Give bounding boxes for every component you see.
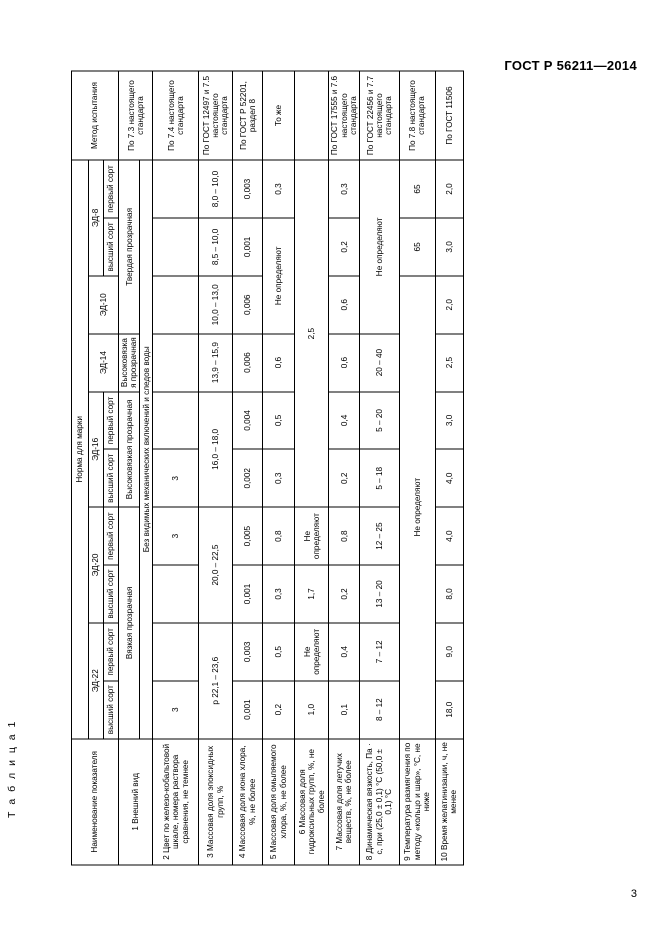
header-brand-ed10: ЭД-10	[88, 276, 118, 334]
header-grade-ed22-first: первый сорт	[103, 623, 118, 681]
cell-vol-ed8-high: 0,2	[328, 218, 359, 276]
header-grade-ed20-high: высший сорт	[103, 565, 118, 623]
cell-color-ed8-high	[152, 218, 198, 276]
cell-sapcl-ed20-first: 0,8	[262, 507, 294, 565]
header-grade-ed8-first: первый сорт	[103, 160, 118, 218]
cell-color-ed20-first: 3	[152, 507, 198, 565]
cell-oh-ed22-first: Не определяют	[294, 623, 328, 681]
cell-appearance-band-note: Без видимых механических включений и следов воды	[139, 160, 152, 739]
cell-epoxy-ed16: 16,0 – 18,0	[198, 392, 232, 508]
cell-color-ed8-first	[152, 160, 198, 218]
cell-cl-ed22-high: 0,001	[232, 681, 262, 739]
header-brand-ed20: ЭД-20	[88, 507, 103, 623]
header-brand-ed16: ЭД-16	[88, 392, 103, 508]
cell-cl-ed20-first: 0,005	[232, 507, 262, 565]
header-method-column: Метод испытания	[71, 71, 118, 160]
cell-epoxy-ed10: 10,0 – 13,0	[198, 276, 232, 334]
cell-cl-ed20-high: 0,001	[232, 565, 262, 623]
cell-vol-ed20-first: 0,8	[328, 507, 359, 565]
table-caption: Т а б л и ц а 1	[6, 719, 18, 818]
cell-vol-ed22-high: 0,1	[328, 681, 359, 739]
cell-cl-ed8-first: 0,003	[232, 160, 262, 218]
cell-method-color: По 7.4 настоящего стандарта	[152, 71, 198, 160]
header-norm-group: Норма для марки	[71, 160, 88, 739]
cell-cl-ed16-high: 0,002	[232, 449, 262, 507]
header-grade-ed22-high: высший сорт	[103, 681, 118, 739]
cell-vol-ed8-first: 0,3	[328, 160, 359, 218]
cell-appearance-ed16: Высоковязкая прозрачная	[118, 392, 139, 508]
cell-sapcl-ed16-high: 0,3	[262, 449, 294, 507]
cell-gel-ed16-high: 4,0	[435, 449, 463, 507]
cell-vol-ed16-first: 0,4	[328, 392, 359, 450]
cell-epoxy-ed8-first: 8,0 – 10,0	[198, 160, 232, 218]
cell-sapcl-ed20-high: 0,3	[262, 565, 294, 623]
row-param-viscosity: 8 Динамическая вязкость, Па · с, при (25,0 ± 0,1) °С (50,0 ± 0,1) °С	[359, 739, 399, 865]
cell-oh-ed20-first: Не определяют	[294, 507, 328, 565]
cell-cl-ed8-high: 0,001	[232, 218, 262, 276]
cell-gel-ed20-first: 4,0	[435, 507, 463, 565]
cell-vol-ed14: 0,6	[328, 334, 359, 392]
cell-method-volatiles: По ГОСТ 17555 и 7.6 настоящего стандарта	[328, 71, 359, 160]
cell-method-gelation-time: По ГОСТ 11506	[435, 71, 463, 160]
row-param-appearance: 1 Внешний вид	[118, 739, 152, 865]
cell-visc-ed22-high: 8 – 12	[359, 681, 399, 739]
cell-gel-ed10: 2,0	[435, 276, 463, 334]
header-grade-ed16-first: первый сорт	[103, 392, 118, 450]
header-brand-ed22: ЭД-22	[88, 623, 103, 739]
cell-visc-ed14: 20 – 40	[359, 334, 399, 392]
cell-gel-ed14: 2,5	[435, 334, 463, 392]
cell-oh-ed20-high: 1,7	[294, 565, 328, 623]
row-param-epoxy-groups: 3 Массовая доля эпоксидных групп, %	[198, 739, 232, 865]
row-param-color: 2 Цвет по железо-кобальтовой шкале, номера раствора сравнения, не темнее	[152, 739, 198, 865]
cell-visc-ed16-high: 5 – 18	[359, 449, 399, 507]
cell-method-viscosity: По ГОСТ 22456 и 7.7 настоящего стандарта	[359, 71, 399, 160]
cell-visc-ed10-ed8: Не определяют	[359, 160, 399, 334]
header-brand-ed14: ЭД-14	[88, 334, 118, 392]
cell-appearance-ed22-ed20: Вязкая прозрачная	[118, 507, 139, 738]
cell-epoxy-ed8-high: 8,5 – 10,0	[198, 218, 232, 276]
cell-cl-ed16-first: 0,004	[232, 392, 262, 450]
cell-visc-ed20-high: 13 – 20	[359, 565, 399, 623]
cell-soft-ed8-first: 65	[399, 160, 435, 218]
cell-epoxy-ed20: 20,0 – 22,5	[198, 507, 232, 623]
cell-color-ed16-first	[152, 392, 198, 450]
cell-vol-ed20-high: 0,2	[328, 565, 359, 623]
cell-method-hydroxyl	[294, 71, 328, 160]
row-param-softening-point: 9 Температура размягчения по методу «кольцо и шар», °С, не ниже	[399, 739, 435, 865]
cell-oh-ed22-high: 1,0	[294, 681, 328, 739]
cell-visc-ed22-first: 7 – 12	[359, 623, 399, 681]
rotated-table-inner	[71, 71, 591, 866]
cell-color-ed22-first	[152, 623, 198, 681]
row-param-hydroxyl-groups: 6 Массовая доля гидроксильных групп, %, не более	[294, 739, 328, 865]
cell-method-appearance: По 7.3 настоящего стандарта	[118, 71, 152, 160]
cell-method-softening-point: По 7.8 настоящего стандарта	[399, 71, 435, 160]
cell-sapcl-ed22-first: 0,5	[262, 623, 294, 681]
cell-gel-ed16-first: 3,0	[435, 392, 463, 450]
cell-cl-ed22-first: 0,003	[232, 623, 262, 681]
cell-method-chlorine-ion: По ГОСТ Р 52201, раздел 8	[232, 71, 262, 160]
cell-gel-ed8-high: 3,0	[435, 218, 463, 276]
cell-gel-ed22-first: 9,0	[435, 623, 463, 681]
header-grade-ed16-high: высший сорт	[103, 449, 118, 507]
page-number: 3	[630, 888, 637, 900]
cell-color-ed16-high: 3	[152, 449, 198, 507]
cell-cl-ed10: 0,006	[232, 276, 262, 334]
cell-visc-ed20-first: 12 – 25	[359, 507, 399, 565]
cell-gel-ed20-high: 8,0	[435, 565, 463, 623]
row-param-volatiles: 7 Массовая доля летучих веществ, %, не более	[328, 739, 359, 865]
cell-epoxy-ed14: 13,9 – 15,9	[198, 334, 232, 392]
cell-soft-ed8-high: 65	[399, 218, 435, 276]
cell-cl-ed14: 0,006	[232, 334, 262, 392]
cell-visc-ed16-first: 5 – 20	[359, 392, 399, 450]
cell-color-ed10	[152, 276, 198, 334]
standard-designation: ГОСТ Р 56211—2014	[504, 58, 637, 73]
row-param-chlorine-ion: 4 Массовая доля иона хлора, %, не более	[232, 739, 262, 865]
row-param-gelation-time: 10 Время желатинизации, ч, не менее	[435, 739, 463, 865]
cell-sapcl-ed10-ed8high: Не определяют	[262, 218, 294, 334]
row-param-saponifiable-chlorine: 5 Массовая доля омыляемого хлора, %, не более	[262, 739, 294, 865]
cell-sapcl-ed16-first: 0,5	[262, 392, 294, 450]
cell-gel-ed8-first: 2,0	[435, 160, 463, 218]
cell-sapcl-ed8-first: 0,3	[262, 160, 294, 218]
header-grade-ed20-first: первый сорт	[103, 507, 118, 565]
header-grade-ed8-high: высший сорт	[103, 218, 118, 276]
cell-color-ed20-high	[152, 565, 198, 623]
cell-vol-ed16-high: 0,2	[328, 449, 359, 507]
cell-oh-rest: 2,5	[294, 160, 328, 507]
cell-gel-ed22-high: 18,0	[435, 681, 463, 739]
cell-sapcl-ed14: 0,6	[262, 334, 294, 392]
cell-appearance-ed10-ed8: Твердая прозрачная	[118, 160, 139, 334]
cell-epoxy-ed22: р 22,1 – 23,6	[198, 623, 232, 739]
cell-method-saponifiable-chlorine: То же	[262, 71, 294, 160]
cell-color-ed14	[152, 334, 198, 392]
cell-sapcl-ed22-high: 0,2	[262, 681, 294, 739]
cell-appearance-ed14: Высоковязкая прозрачная	[118, 334, 139, 392]
specification-table	[71, 71, 464, 866]
cell-vol-ed10: 0,6	[328, 276, 359, 334]
cell-method-epoxy: По ГОСТ 12497 и 7.5 настоящего стандарта	[198, 71, 232, 160]
cell-color-ed22-high: 3	[152, 681, 198, 739]
cell-vol-ed22-first: 0,4	[328, 623, 359, 681]
header-brand-ed8: ЭД-8	[88, 160, 103, 276]
header-param-column: Наименование показателя	[71, 739, 118, 865]
cell-soft-not-determined: Не определяют	[399, 276, 435, 739]
